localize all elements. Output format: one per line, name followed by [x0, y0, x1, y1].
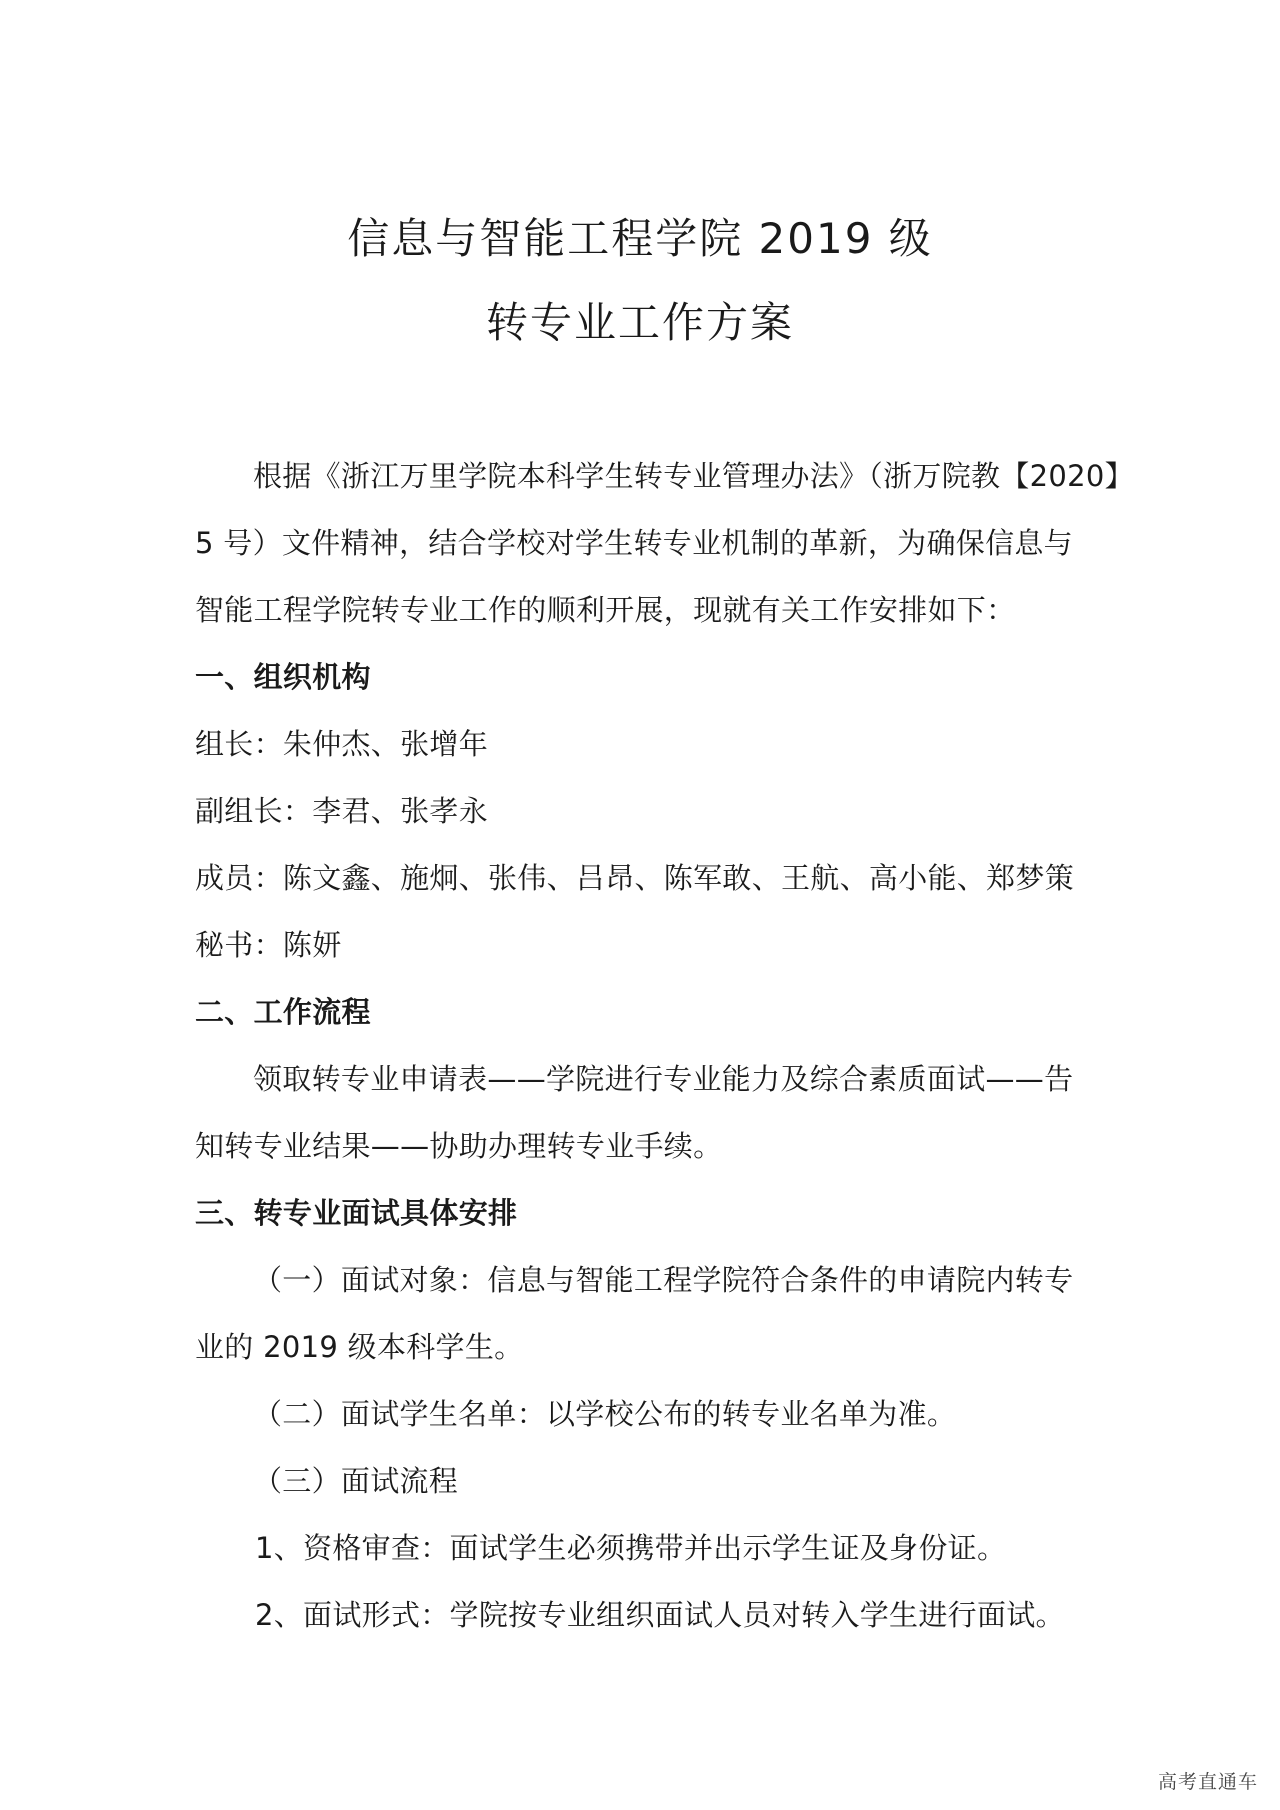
intro-line: 智能工程学院转专业工作的顺利开展，现就有关工作安排如下：: [195, 593, 1016, 627]
watermark: 高考直通车: [1157, 1771, 1258, 1793]
document-title-line1: 信息与智能工程学院 2019 级: [347, 214, 933, 263]
interview-process-heading: （三）面试流程: [253, 1464, 459, 1498]
interview-target-line: 业的 2019 级本科学生。: [195, 1330, 524, 1364]
interview-step-1: 1、资格审查：面试学生必须携带并出示学生证及身份证。: [255, 1531, 1007, 1565]
section-heading-organization: 一、组织机构: [195, 660, 371, 694]
interview-student-list: （二）面试学生名单：以学校公布的转专业名单为准。: [253, 1397, 957, 1431]
intro-line: 5 号）文件精神，结合学校对学生转专业机制的革新，为确保信息与: [195, 526, 1073, 560]
org-members: 成员：陈文鑫、施炯、张伟、吕昂、陈军敢、王航、高小能、郑梦策: [195, 861, 1075, 895]
intro-line: 根据《浙江万里学院本科学生转专业管理办法》（浙万院教【2020】: [253, 459, 1134, 493]
interview-target-line: （一）面试对象：信息与智能工程学院符合条件的申请院内转专: [253, 1263, 1074, 1297]
section-heading-interview: 三、转专业面试具体安排: [195, 1196, 518, 1230]
section-heading-workflow: 二、工作流程: [195, 995, 371, 1029]
org-leader: 组长：朱仲杰、张增年: [195, 727, 489, 761]
org-secretary: 秘书：陈妍: [195, 928, 342, 962]
workflow-line: 领取转专业申请表——学院进行专业能力及综合素质面试——告: [253, 1062, 1074, 1096]
workflow-line: 知转专业结果——协助办理转专业手续。: [195, 1129, 723, 1163]
org-deputy: 副组长：李君、张孝永: [195, 794, 489, 828]
interview-step-2: 2、面试形式：学院按专业组织面试人员对转入学生进行面试。: [255, 1598, 1065, 1632]
document-title-line2: 转专业工作方案: [485, 298, 794, 347]
